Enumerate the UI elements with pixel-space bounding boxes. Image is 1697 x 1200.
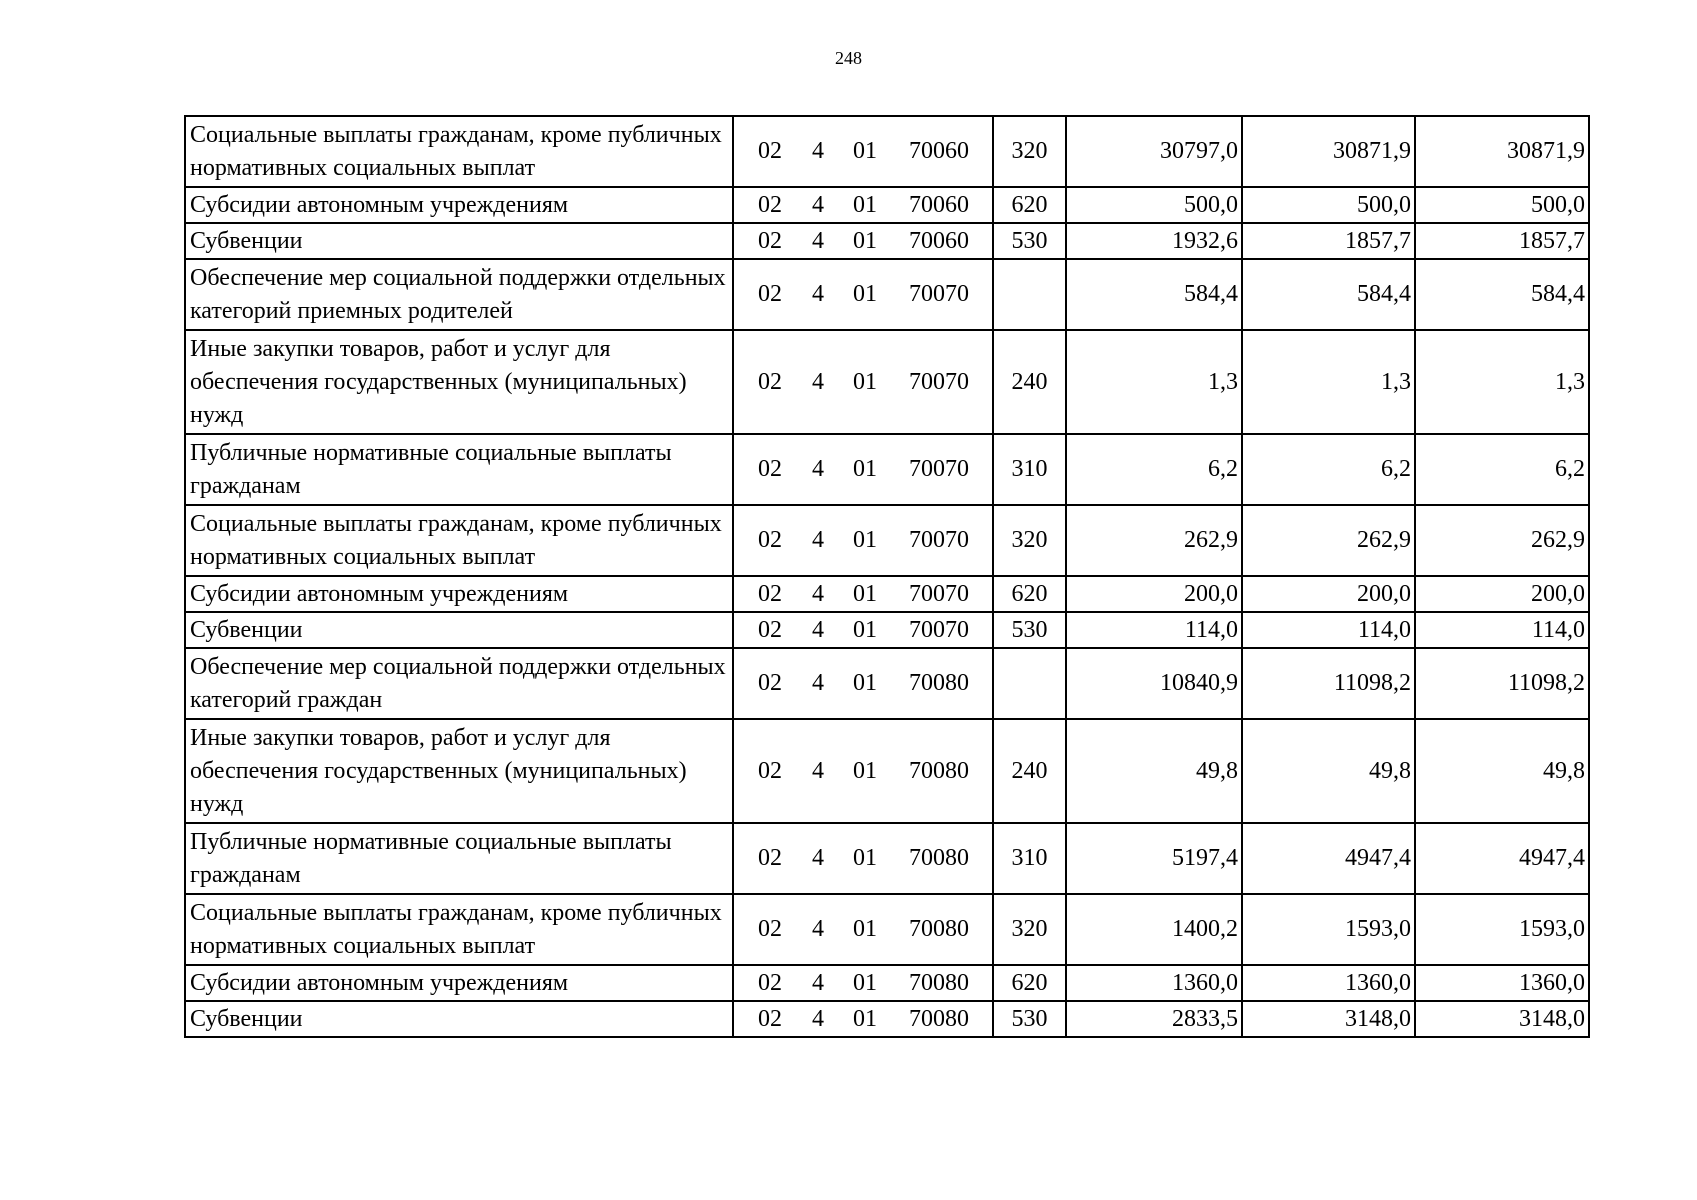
amount-year-3-cell: 49,8 bbox=[1415, 719, 1589, 823]
activity-code: 01 bbox=[853, 1005, 877, 1032]
amount-year-2-cell: 200,0 bbox=[1242, 576, 1415, 612]
table-row bbox=[185, 116, 1589, 187]
amount-year-3-cell: 3148,0 bbox=[1415, 1001, 1589, 1037]
program-code: 02 bbox=[758, 969, 782, 996]
activity-code: 01 bbox=[853, 616, 877, 643]
activity-code: 01 bbox=[853, 969, 877, 996]
table-row bbox=[185, 823, 1589, 894]
amount-year-2-cell: 500,0 bbox=[1242, 187, 1415, 223]
code-parts bbox=[734, 366, 992, 399]
classification-code-cell bbox=[733, 223, 993, 259]
activity-code: 01 bbox=[853, 527, 877, 553]
table-row bbox=[185, 187, 1589, 223]
subprogram-code: 4 bbox=[812, 757, 824, 784]
amount-year-1-cell: 584,4 bbox=[1066, 259, 1242, 330]
code-parts bbox=[734, 667, 992, 700]
expense-type-cell: 530 bbox=[993, 1001, 1066, 1037]
direction-code: 70070 bbox=[909, 580, 969, 607]
expense-type-cell bbox=[993, 259, 1066, 330]
code-parts bbox=[734, 453, 992, 486]
amount-year-1-cell: 1,3 bbox=[1066, 330, 1242, 434]
classification-code-cell bbox=[733, 576, 993, 612]
activity-code: 01 bbox=[853, 757, 877, 784]
expense-name-cell: Субсидии автономным учреждениям bbox=[185, 187, 733, 223]
amount-year-2-cell: 11098,2 bbox=[1242, 648, 1415, 719]
expense-type-cell: 240 bbox=[993, 330, 1066, 434]
expense-name-cell: Обеспечение мер социальной поддержки отдельных категорий граждан bbox=[185, 648, 733, 719]
code-parts bbox=[734, 967, 992, 1000]
amount-year-1-cell: 49,8 bbox=[1066, 719, 1242, 823]
amount-year-1-cell: 1932,6 bbox=[1066, 223, 1242, 259]
program-code: 02 bbox=[758, 757, 782, 784]
subprogram-code: 4 bbox=[812, 191, 824, 218]
subprogram-code: 4 bbox=[812, 845, 824, 871]
code-parts bbox=[734, 278, 992, 311]
activity-code: 01 bbox=[853, 670, 877, 696]
amount-year-3-cell: 1360,0 bbox=[1415, 965, 1589, 1001]
amount-year-3-cell: 584,4 bbox=[1415, 259, 1589, 330]
program-code: 02 bbox=[758, 191, 782, 218]
expense-type-cell: 310 bbox=[993, 823, 1066, 894]
classification-code-cell bbox=[733, 965, 993, 1001]
page-number: 248 bbox=[835, 48, 862, 68]
expense-name-cell: Субвенции bbox=[185, 1001, 733, 1037]
program-code: 02 bbox=[758, 616, 782, 643]
code-parts bbox=[734, 755, 992, 788]
table-row bbox=[185, 965, 1589, 1001]
table-row bbox=[185, 330, 1589, 434]
amount-year-2-cell: 584,4 bbox=[1242, 259, 1415, 330]
expense-name-cell: Обеспечение мер социальной поддержки отдельных категорий приемных родителей bbox=[185, 259, 733, 330]
amount-year-1-cell: 10840,9 bbox=[1066, 648, 1242, 719]
program-code: 02 bbox=[758, 368, 782, 395]
code-parts bbox=[734, 614, 992, 647]
direction-code: 70070 bbox=[909, 527, 969, 553]
amount-year-3-cell: 11098,2 bbox=[1415, 648, 1589, 719]
expense-type-cell: 310 bbox=[993, 434, 1066, 505]
amount-year-1-cell: 5197,4 bbox=[1066, 823, 1242, 894]
expense-type-cell: 530 bbox=[993, 223, 1066, 259]
table-row bbox=[185, 894, 1589, 965]
direction-code: 70070 bbox=[909, 456, 969, 482]
subprogram-code: 4 bbox=[812, 1005, 824, 1032]
expense-type-cell: 620 bbox=[993, 576, 1066, 612]
activity-code: 01 bbox=[853, 281, 877, 307]
expense-name-cell: Субсидии автономным учреждениям bbox=[185, 576, 733, 612]
amount-year-3-cell: 200,0 bbox=[1415, 576, 1589, 612]
program-code: 02 bbox=[758, 916, 782, 942]
classification-code-cell bbox=[733, 612, 993, 648]
expense-name-cell: Субвенции bbox=[185, 223, 733, 259]
amount-year-1-cell: 1360,0 bbox=[1066, 965, 1242, 1001]
activity-code: 01 bbox=[853, 138, 877, 164]
classification-code-cell bbox=[733, 330, 993, 434]
subprogram-code: 4 bbox=[812, 138, 824, 164]
activity-code: 01 bbox=[853, 580, 877, 607]
table-row bbox=[185, 648, 1589, 719]
classification-code-cell bbox=[733, 823, 993, 894]
amount-year-2-cell: 1857,7 bbox=[1242, 223, 1415, 259]
amount-year-2-cell: 1,3 bbox=[1242, 330, 1415, 434]
amount-year-3-cell: 30871,9 bbox=[1415, 116, 1589, 187]
amount-year-3-cell: 1857,7 bbox=[1415, 223, 1589, 259]
expense-name-cell: Публичные нормативные социальные выплаты гражданам bbox=[185, 434, 733, 505]
expense-type-cell: 240 bbox=[993, 719, 1066, 823]
code-parts bbox=[734, 842, 992, 875]
expense-name-cell: Иные закупки товаров, работ и услуг для обеспечения государственных (муниципальных) нужд bbox=[185, 719, 733, 823]
classification-code-cell bbox=[733, 648, 993, 719]
code-parts bbox=[734, 189, 992, 222]
program-code: 02 bbox=[758, 281, 782, 307]
direction-code: 70070 bbox=[909, 616, 969, 643]
amount-year-1-cell: 30797,0 bbox=[1066, 116, 1242, 187]
code-parts bbox=[734, 135, 992, 168]
table-row bbox=[185, 719, 1589, 823]
expense-name-cell: Субсидии автономным учреждениям bbox=[185, 965, 733, 1001]
expense-name-cell: Публичные нормативные социальные выплаты гражданам bbox=[185, 823, 733, 894]
activity-code: 01 bbox=[853, 456, 877, 482]
amount-year-2-cell: 3148,0 bbox=[1242, 1001, 1415, 1037]
amount-year-3-cell: 6,2 bbox=[1415, 434, 1589, 505]
table-row bbox=[185, 1001, 1589, 1037]
program-code: 02 bbox=[758, 1005, 782, 1032]
amount-year-1-cell: 262,9 bbox=[1066, 505, 1242, 576]
program-code: 02 bbox=[758, 580, 782, 607]
activity-code: 01 bbox=[853, 916, 877, 942]
direction-code: 70060 bbox=[909, 138, 969, 164]
direction-code: 70080 bbox=[909, 969, 969, 996]
direction-code: 70070 bbox=[909, 368, 969, 395]
activity-code: 01 bbox=[853, 191, 877, 218]
table-row bbox=[185, 434, 1589, 505]
classification-code-cell bbox=[733, 259, 993, 330]
amount-year-2-cell: 262,9 bbox=[1242, 505, 1415, 576]
amount-year-2-cell: 1360,0 bbox=[1242, 965, 1415, 1001]
program-code: 02 bbox=[758, 670, 782, 696]
amount-year-2-cell: 49,8 bbox=[1242, 719, 1415, 823]
amount-year-2-cell: 114,0 bbox=[1242, 612, 1415, 648]
expense-type-cell: 620 bbox=[993, 965, 1066, 1001]
classification-code-cell bbox=[733, 894, 993, 965]
expense-name-cell: Социальные выплаты гражданам, кроме публичных нормативных социальных выплат bbox=[185, 894, 733, 965]
direction-code: 70080 bbox=[909, 670, 969, 696]
expense-name-cell: Иные закупки товаров, работ и услуг для обеспечения государственных (муниципальных) нужд bbox=[185, 330, 733, 434]
code-parts bbox=[734, 913, 992, 946]
direction-code: 70060 bbox=[909, 227, 969, 254]
amount-year-1-cell: 200,0 bbox=[1066, 576, 1242, 612]
classification-code-cell bbox=[733, 719, 993, 823]
direction-code: 70060 bbox=[909, 191, 969, 218]
expense-name-cell: Социальные выплаты гражданам, кроме публичных нормативных социальных выплат bbox=[185, 505, 733, 576]
table-row bbox=[185, 576, 1589, 612]
amount-year-1-cell: 2833,5 bbox=[1066, 1001, 1242, 1037]
program-code: 02 bbox=[758, 527, 782, 553]
expense-name-cell: Социальные выплаты гражданам, кроме публичных нормативных социальных выплат bbox=[185, 116, 733, 187]
classification-code-cell bbox=[733, 434, 993, 505]
amount-year-3-cell: 114,0 bbox=[1415, 612, 1589, 648]
subprogram-code: 4 bbox=[812, 227, 824, 254]
classification-code-cell bbox=[733, 1001, 993, 1037]
activity-code: 01 bbox=[853, 368, 877, 395]
expense-type-cell: 320 bbox=[993, 116, 1066, 187]
expense-type-cell: 530 bbox=[993, 612, 1066, 648]
direction-code: 70080 bbox=[909, 845, 969, 871]
amount-year-2-cell: 1593,0 bbox=[1242, 894, 1415, 965]
amount-year-1-cell: 6,2 bbox=[1066, 434, 1242, 505]
table-row bbox=[185, 259, 1589, 330]
activity-code: 01 bbox=[853, 227, 877, 254]
expense-type-cell bbox=[993, 648, 1066, 719]
code-parts bbox=[734, 578, 992, 611]
program-code: 02 bbox=[758, 845, 782, 871]
table-row bbox=[185, 223, 1589, 259]
subprogram-code: 4 bbox=[812, 456, 824, 482]
budget-table bbox=[184, 115, 1590, 1038]
expense-type-cell: 620 bbox=[993, 187, 1066, 223]
amount-year-1-cell: 500,0 bbox=[1066, 187, 1242, 223]
subprogram-code: 4 bbox=[812, 670, 824, 696]
code-parts bbox=[734, 225, 992, 258]
table-row bbox=[185, 505, 1589, 576]
amount-year-3-cell: 1593,0 bbox=[1415, 894, 1589, 965]
amount-year-2-cell: 6,2 bbox=[1242, 434, 1415, 505]
amount-year-2-cell: 4947,4 bbox=[1242, 823, 1415, 894]
classification-code-cell bbox=[733, 187, 993, 223]
program-code: 02 bbox=[758, 227, 782, 254]
subprogram-code: 4 bbox=[812, 616, 824, 643]
amount-year-2-cell: 30871,9 bbox=[1242, 116, 1415, 187]
subprogram-code: 4 bbox=[812, 969, 824, 996]
program-code: 02 bbox=[758, 138, 782, 164]
expense-type-cell: 320 bbox=[993, 505, 1066, 576]
subprogram-code: 4 bbox=[812, 580, 824, 607]
subprogram-code: 4 bbox=[812, 916, 824, 942]
amount-year-1-cell: 1400,2 bbox=[1066, 894, 1242, 965]
amount-year-3-cell: 262,9 bbox=[1415, 505, 1589, 576]
expense-type-cell: 320 bbox=[993, 894, 1066, 965]
direction-code: 70080 bbox=[909, 757, 969, 784]
subprogram-code: 4 bbox=[812, 281, 824, 307]
classification-code-cell bbox=[733, 116, 993, 187]
direction-code: 70070 bbox=[909, 281, 969, 307]
amount-year-3-cell: 4947,4 bbox=[1415, 823, 1589, 894]
code-parts bbox=[734, 524, 992, 557]
table-body bbox=[185, 116, 1589, 1037]
amount-year-3-cell: 500,0 bbox=[1415, 187, 1589, 223]
activity-code: 01 bbox=[853, 845, 877, 871]
code-parts bbox=[734, 1003, 992, 1036]
classification-code-cell bbox=[733, 505, 993, 576]
amount-year-1-cell: 114,0 bbox=[1066, 612, 1242, 648]
amount-year-3-cell: 1,3 bbox=[1415, 330, 1589, 434]
subprogram-code: 4 bbox=[812, 527, 824, 553]
subprogram-code: 4 bbox=[812, 368, 824, 395]
direction-code: 70080 bbox=[909, 1005, 969, 1032]
table-row bbox=[185, 612, 1589, 648]
direction-code: 70080 bbox=[909, 916, 969, 942]
program-code: 02 bbox=[758, 456, 782, 482]
expense-name-cell: Субвенции bbox=[185, 612, 733, 648]
